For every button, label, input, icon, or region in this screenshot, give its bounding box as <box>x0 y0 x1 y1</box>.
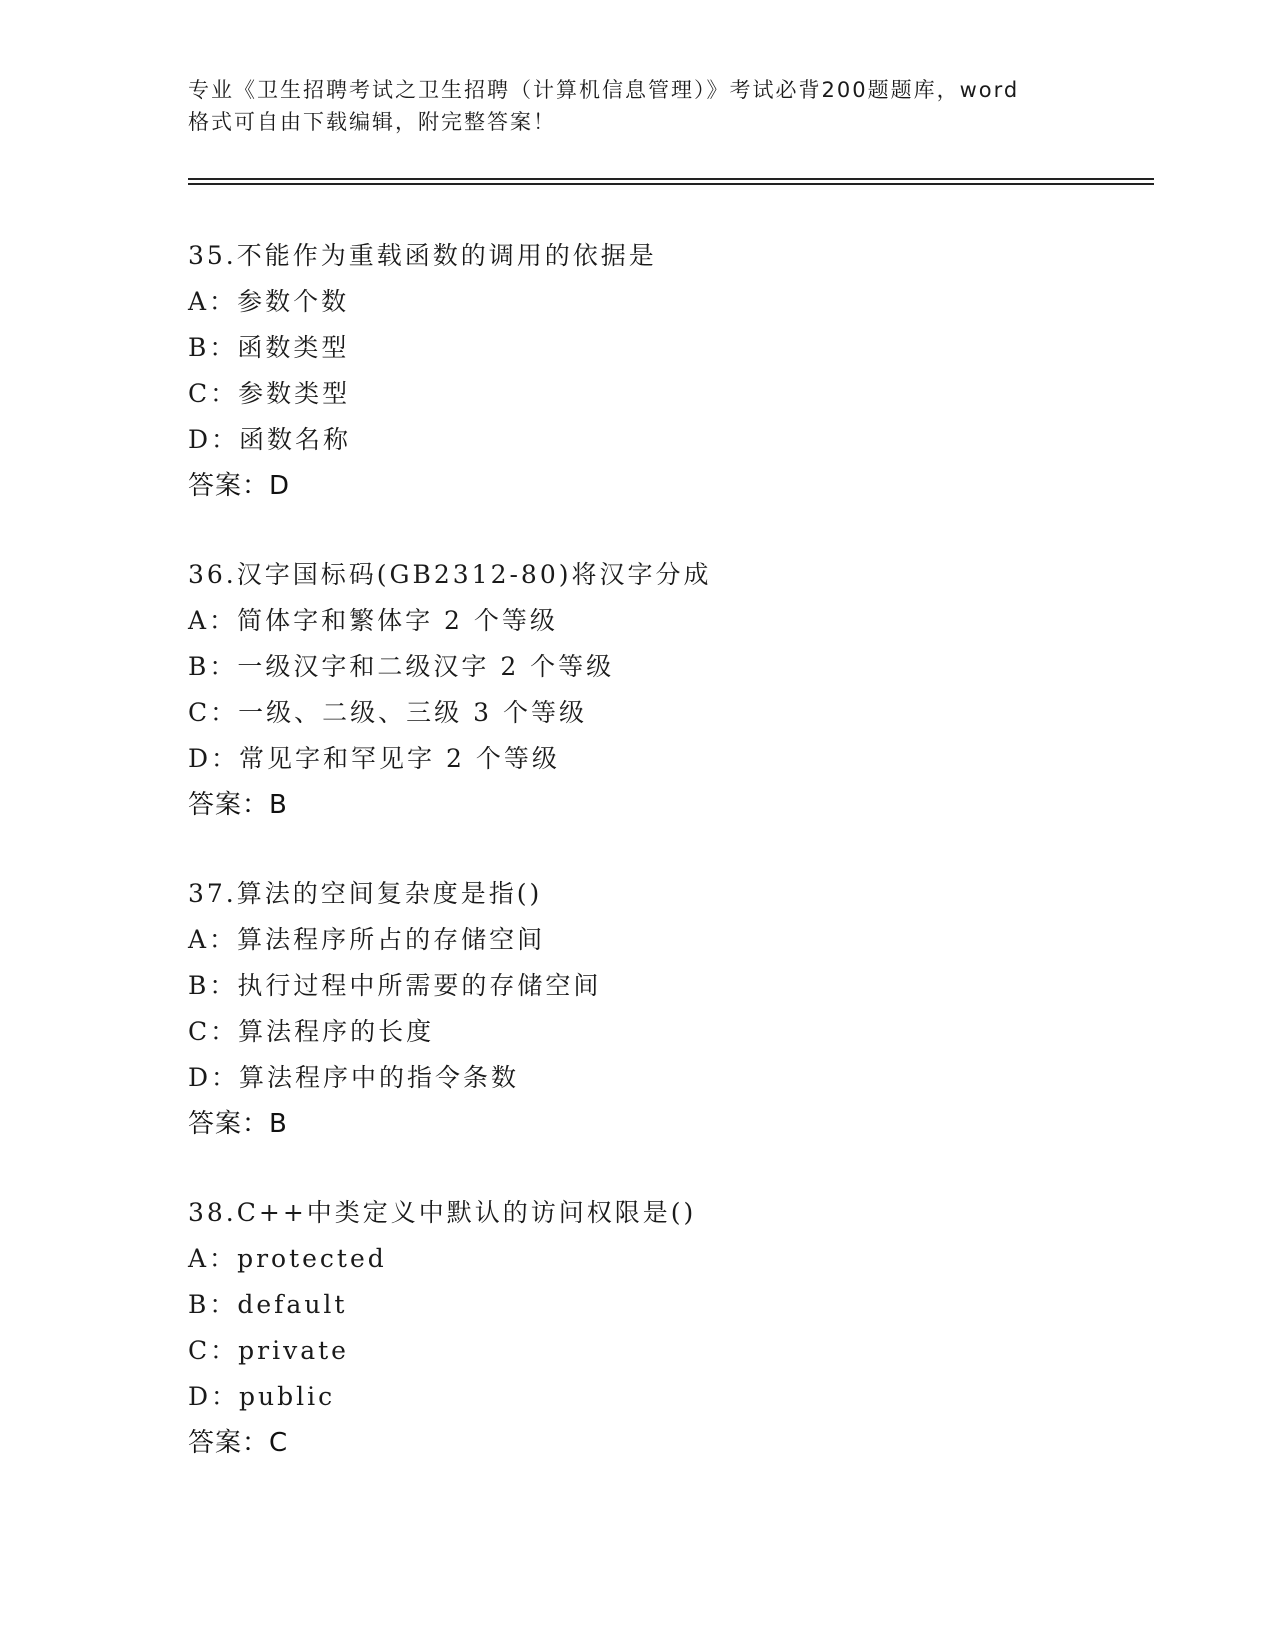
option-letter: C： <box>188 1017 239 1046</box>
question-title: 38.C++中类定义中默认的访问权限是() <box>188 1198 697 1227</box>
question-36 <box>188 552 1088 828</box>
option-text: 算法程序所占的存储空间 <box>237 925 546 954</box>
option-letter: C： <box>188 379 239 408</box>
option-letter: D： <box>188 744 240 773</box>
option-text: 函数类型 <box>237 333 350 362</box>
option-text: 算法程序中的指令条数 <box>239 1063 520 1092</box>
document-header <box>188 74 1088 138</box>
option-letter: B： <box>188 1290 238 1319</box>
option-b <box>188 1282 1088 1328</box>
option-text: 常见字和罕见字 2 个等级 <box>239 744 560 773</box>
option-d <box>188 417 1088 463</box>
option-letter: A： <box>188 287 238 316</box>
header-divider-bottom <box>188 183 1154 185</box>
option-b <box>188 644 1088 690</box>
option-text: 参数个数 <box>237 287 350 316</box>
option-a <box>188 1236 1088 1282</box>
option-d <box>188 1055 1088 1101</box>
question-title: 36.汉字国标码(GB2312-80)将汉字分成 <box>188 560 712 589</box>
option-text: 执行过程中所需要的存储空间 <box>237 971 602 1000</box>
option-c <box>188 1009 1088 1055</box>
option-letter: A： <box>188 1244 238 1273</box>
option-letter: C： <box>188 698 239 727</box>
header-divider-top <box>188 178 1154 180</box>
option-c <box>188 371 1088 417</box>
option-text: 算法程序的长度 <box>238 1017 435 1046</box>
option-a <box>188 598 1088 644</box>
header-line-1: 专业《卫生招聘考试之卫生招聘（计算机信息管理）》考试必背200题题库，word <box>188 78 1020 102</box>
answer-label: 答案：B <box>188 1109 288 1139</box>
option-b <box>188 963 1088 1009</box>
option-d <box>188 1374 1088 1420</box>
option-c <box>188 690 1088 736</box>
option-d <box>188 736 1088 782</box>
option-letter: A： <box>188 925 238 954</box>
option-text: 简体字和繁体字 2 个等级 <box>237 606 558 635</box>
answer-label: 答案：C <box>188 1428 289 1458</box>
option-text: 一级、二级、三级 3 个等级 <box>238 698 587 727</box>
option-letter: C： <box>188 1336 239 1365</box>
option-a <box>188 917 1088 963</box>
header-line-2: 格式可自由下载编辑，附完整答案！ <box>188 110 556 134</box>
option-a <box>188 279 1088 325</box>
option-text: public <box>239 1382 336 1411</box>
question-38 <box>188 1190 1088 1466</box>
option-text: private <box>238 1336 349 1365</box>
option-letter: B： <box>188 971 238 1000</box>
question-37 <box>188 871 1088 1147</box>
option-letter: D： <box>188 425 240 454</box>
option-text: default <box>237 1290 348 1319</box>
answer-label: 答案：D <box>188 471 291 501</box>
option-text: 参数类型 <box>238 379 351 408</box>
option-letter: D： <box>188 1063 240 1092</box>
question-35 <box>188 233 1088 509</box>
option-letter: A： <box>188 606 238 635</box>
question-title: 35.不能作为重载函数的调用的依据是 <box>188 241 657 270</box>
option-text: 一级汉字和二级汉字 2 个等级 <box>237 652 615 681</box>
option-letter: B： <box>188 652 238 681</box>
option-letter: D： <box>188 1382 240 1411</box>
question-title: 37.算法的空间复杂度是指() <box>188 879 543 908</box>
option-b <box>188 325 1088 371</box>
option-c <box>188 1328 1088 1374</box>
answer-label: 答案：B <box>188 790 288 820</box>
option-text: 函数名称 <box>239 425 352 454</box>
option-text: protected <box>237 1244 387 1273</box>
option-letter: B： <box>188 333 238 362</box>
